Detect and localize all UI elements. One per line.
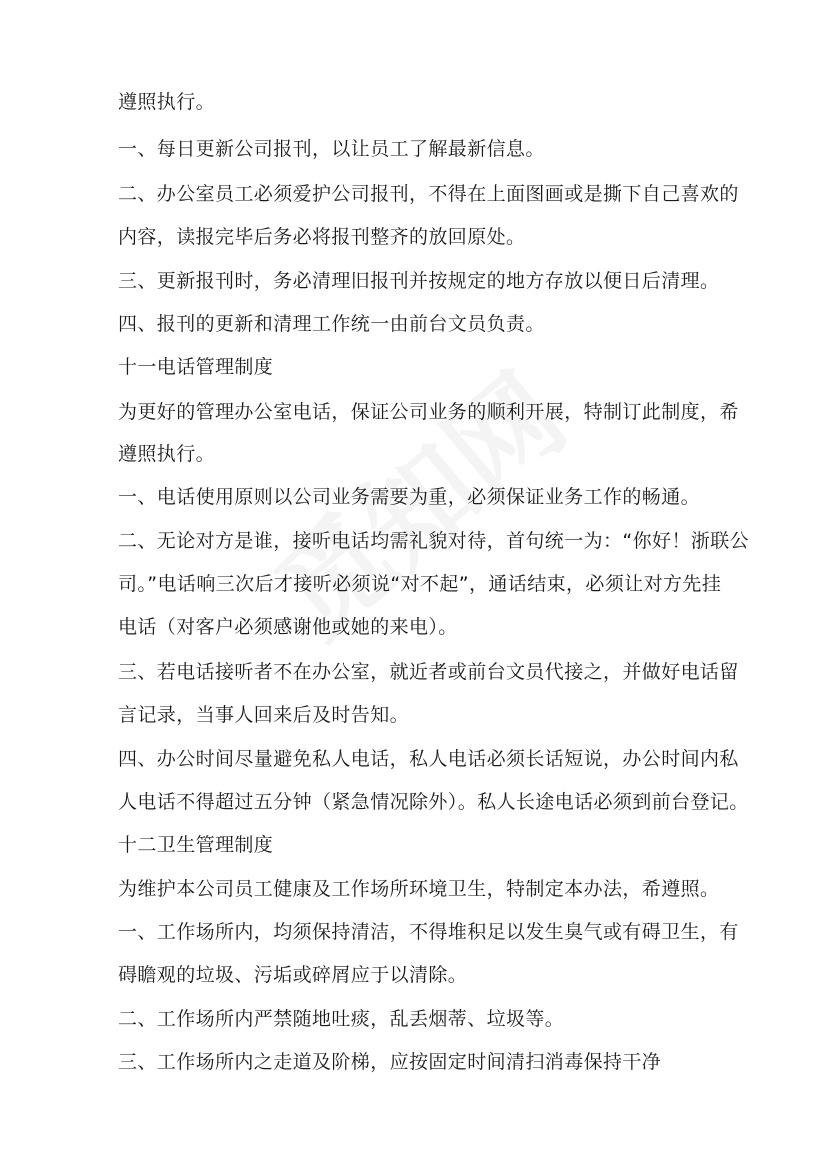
text-line: 二、办公室员工必须爱护公司报刊，不得在上面图画或是撕下自己喜欢的 [118,183,739,205]
section-heading: 十二卫生管理制度 [118,834,274,856]
text-line: 一、每日更新公司报刊，以让员工了解最新信息。 [118,138,545,160]
text-line: 三、更新报刊时，务必清理旧报刊并按规定的地方存放以便日后清理。 [118,270,720,292]
text-line: 四、办公时间尽量避免私人电话，私人电话必须长话短说，办公时间内私 [118,748,739,770]
text-line: 遵照执行。 [118,91,216,113]
text-line: 三、工作场所内之走道及阶梯，应按固定时间清扫消毒保持干净 [118,1051,662,1073]
text-line: 遵照执行。 [118,443,216,465]
text-line: 二、工作场所内严禁随地吐痰，乱丢烟蒂、垃圾等。 [118,1008,565,1030]
text-line: 一、工作场所内，均须保持清洁，不得堆积足以发生臭气或有碍卫生，有 [118,921,739,943]
text-line: 二、无论对方是谁，接听电话均需礼貌对待，首句统一为：“你好！浙联公 [118,530,750,552]
text-line: 三、若电话接听者不在办公室，就近者或前台文员代接之，并做好电话留 [118,661,739,683]
text-line: 碍瞻观的垃圾、污垢或碎屑应于以清除。 [118,964,468,986]
text-line: 司。”电话响三次后才接听必须说“对不起”，通话结束，必须让对方先挂 [118,573,722,595]
text-line: 言记录，当事人回来后及时告知。 [118,704,410,726]
text-line: 人电话不得超过五分钟（紧急情况除外）。私人长途电话必须到前台登记。 [118,791,749,813]
text-line: 四、报刊的更新和清理工作统一由前台文员负责。 [118,313,545,335]
text-line: 为更好的管理办公室电话，保证公司业务的顺利开展，特制订此制度，希 [118,401,739,423]
text-line: 电话（对客户必须感谢他或她的来电）。 [118,616,458,638]
section-heading: 十一电话管理制度 [118,356,274,378]
text-line: 内容，读报完毕后务必将报刊整齐的放回原处。 [118,226,526,248]
text-line: 为维护本公司员工健康及工作场所环境卫生，特制定本办法，希遵照。 [118,878,720,900]
text-line: 一、电话使用原则以公司业务需要为重，必须保证业务工作的畅通。 [118,486,701,508]
